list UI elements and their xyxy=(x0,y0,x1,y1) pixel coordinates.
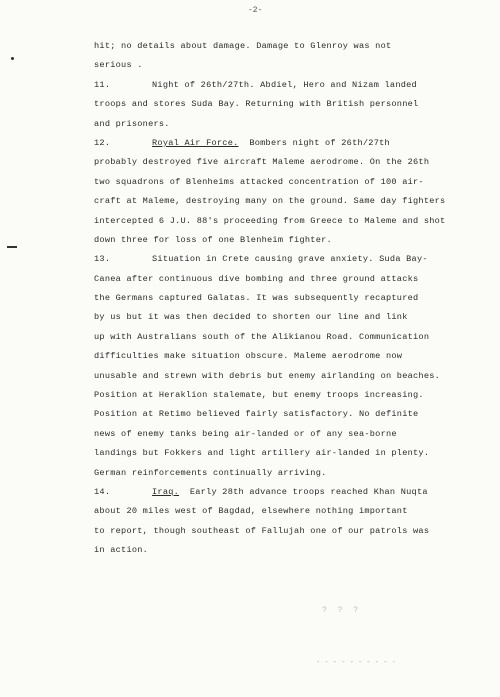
para-13-line-1: Canea after continuous dive bombing and three ground attacks xyxy=(94,273,419,284)
para-13-line-9: news of enemy tanks being air-landed or of any sea-borne xyxy=(94,428,397,439)
para-12-line-0 xyxy=(94,134,484,153)
para-0-line-0: hit; no details about damage. Damage to Glenroy was not xyxy=(94,41,392,51)
para-13-line-11: German reinforcements continually arriving. xyxy=(94,467,327,478)
margin-dot-mark xyxy=(11,57,14,60)
para-11-line-1: troops and stores Suda Bay. Returning with British personnel xyxy=(94,99,419,110)
para-13-first-line: Situation in Crete causing grave anxiety. Suda Bay- xyxy=(152,254,428,265)
para-12-line-3: craft at Maleme, destroying many on the ground. Same day fighters xyxy=(94,196,446,207)
page-number: -2- xyxy=(248,6,263,15)
para-13-line-5: difficulties make situation obscure. Maleme aerodrome now xyxy=(94,351,403,362)
para-13-line-2: the Germans captured Galatas. It was subsequently recaptured xyxy=(94,293,419,304)
para-13-line-10: landings but Fokkers and light artillery air-landed in plenty. xyxy=(94,448,430,459)
para-12-number: 12. xyxy=(94,137,111,148)
para-12-line-2: two squadrons of Blenheims attacked concentration of 100 air- xyxy=(94,176,424,187)
para-14-number: 14. xyxy=(94,486,111,497)
faint-scribble: ? ? ? xyxy=(322,606,362,615)
para-12-line-1: probably destroyed five aircraft Maleme aerodrome. On the 26th xyxy=(94,157,430,168)
para-11-number: 11. xyxy=(94,79,111,90)
document-body xyxy=(94,37,484,561)
para-14-line-2: to report, though southeast of Fallujah one of our patrols was xyxy=(94,525,430,536)
para-14-first-line-rest: Early 28th advance troops reached Khan Nuqta xyxy=(179,486,428,497)
para-12-heading: Royal Air Force. xyxy=(152,137,239,148)
para-0-line-1: serious . xyxy=(94,60,143,71)
para-13-line-0 xyxy=(94,250,484,269)
para-11-line-0 xyxy=(94,76,484,95)
para-13-line-7: Position at Heraklion stalemate, but enemy troops increasing. xyxy=(94,390,424,401)
para-13-number: 13. xyxy=(94,254,111,265)
para-14-line-0 xyxy=(94,483,484,502)
para-11-line-2: and prisoners. xyxy=(94,118,170,129)
para-13-line-6: unusable and strewn with debris but enemy airlanding on beaches. xyxy=(94,370,441,381)
footer-dash-line: - - - - - - - - - - xyxy=(316,659,396,667)
para-13-line-3: by us but it was then decided to shorten our line and link xyxy=(94,312,408,323)
para-11-first-line: Night of 26th/27th. Abdiel, Hero and Nizam landed xyxy=(152,79,417,90)
para-14-line-1: about 20 miles west of Bagdad, elsewhere nothing important xyxy=(94,506,408,517)
para-12-line-4: intercepted 6 J.U. 88's proceeding from Greece to Maleme and shot xyxy=(94,215,446,226)
para-13-line-4: up with Australians south of the Alikianou Road. Communication xyxy=(94,331,430,342)
para-13-line-8: Position at Retimo believed fairly satisfactory. No definite xyxy=(94,409,419,420)
para-12-line-5: down three for loss of one Blenheim fighter. xyxy=(94,234,332,245)
margin-dash-mark xyxy=(7,246,17,248)
para-14-line-3: in action. xyxy=(94,545,149,556)
para-12-first-line-rest: Bombers night of 26th/27th xyxy=(238,137,390,148)
para-14-heading: Iraq. xyxy=(152,486,180,497)
